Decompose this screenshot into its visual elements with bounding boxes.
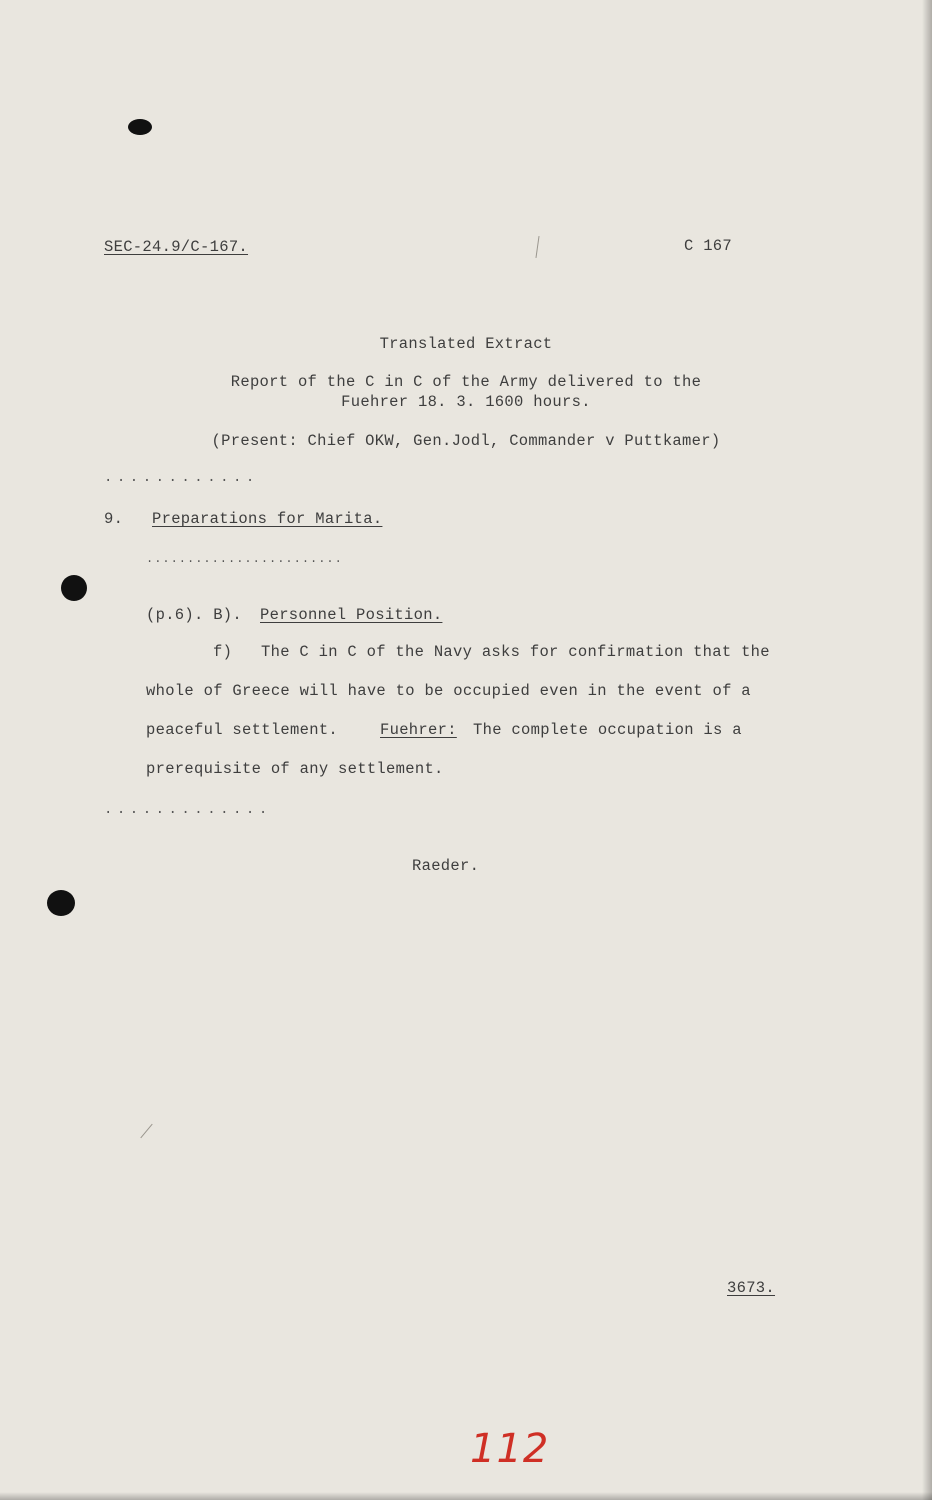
report-heading-line-1: Report of the C in C of the Army delivered to the xyxy=(230,373,702,391)
document-reference: SEC-24.9/C-167. xyxy=(104,238,249,256)
signature: Raeder. xyxy=(412,857,480,875)
report-heading-line-2: Fuehrer 18. 3. 1600 hours. xyxy=(341,393,591,411)
attendees-line: (Present: Chief OKW, Gen.Jodl, Commander v Puttkamer) xyxy=(211,432,721,450)
omission-dots: ............. xyxy=(104,802,272,818)
paragraph-line-4: prerequisite of any settlement. xyxy=(146,760,444,778)
sub-title: Personnel Position. xyxy=(260,606,443,624)
pencil-mark xyxy=(140,1124,152,1138)
paragraph-label: f) xyxy=(213,643,233,661)
omission-dots: ............ xyxy=(104,470,259,486)
paragraph-line-1: The C in C of the Navy asks for confirmation that the xyxy=(261,643,770,661)
item-number: 9. xyxy=(104,510,124,528)
document-title: Translated Extract xyxy=(379,335,553,353)
paragraph-line-3-end: The complete occupation is a xyxy=(473,721,742,739)
sub-reference: (p.6). B). xyxy=(146,606,243,624)
page-bottom-shadow xyxy=(0,1492,932,1500)
page-code: 3673. xyxy=(727,1279,776,1297)
punch-hole-middle xyxy=(61,575,87,601)
punch-hole-top xyxy=(128,119,152,135)
page-edge-shadow xyxy=(922,0,932,1500)
handwritten-page-number: 112 xyxy=(470,1426,550,1472)
omission-dots: ........................ xyxy=(146,552,343,566)
punch-hole-bottom xyxy=(47,890,75,916)
document-code: C 167 xyxy=(684,237,733,255)
paragraph-line-2: whole of Greece will have to be occupied even in the event of a xyxy=(146,682,751,700)
pencil-mark xyxy=(535,236,539,258)
item-title: Preparations for Marita. xyxy=(152,510,383,528)
paragraph-line-3-start: peaceful settlement. xyxy=(146,721,339,739)
speaker-label: Fuehrer: xyxy=(380,721,457,739)
